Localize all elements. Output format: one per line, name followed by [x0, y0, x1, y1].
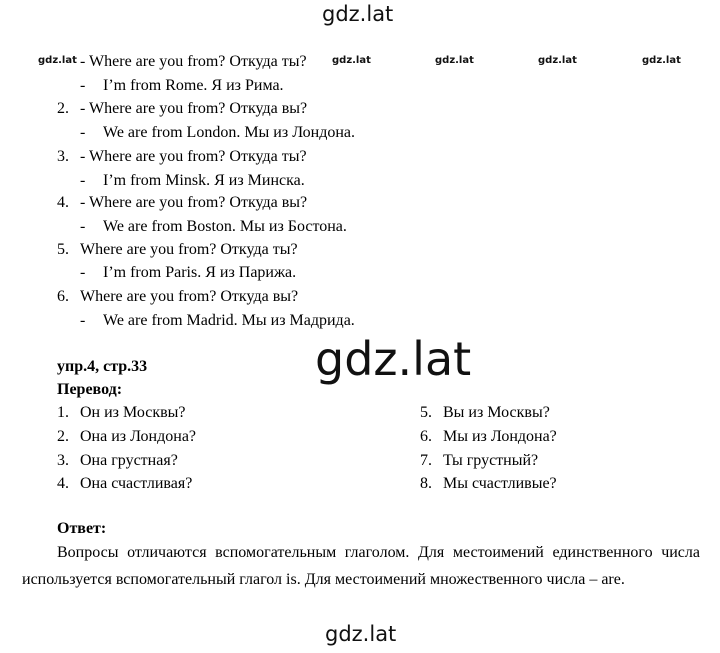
dialogue-question: - Where are you from? Откуда ты?: [80, 148, 307, 165]
translation-number: 8.: [420, 475, 432, 492]
answer-dash: -: [80, 312, 86, 329]
translation-number: 4.: [57, 475, 69, 492]
answer-dash: -: [80, 172, 86, 189]
answer-dash: -: [80, 124, 86, 141]
dialogue-number: 4.: [57, 194, 69, 211]
translation-number: 5.: [420, 404, 432, 421]
watermark-small: gdz.lat: [332, 55, 371, 66]
watermark-top: gdz.lat: [322, 2, 394, 26]
dialogue-question: - Where are you from? Откуда вы?: [80, 100, 308, 117]
translation-item: Ты грустный?: [443, 452, 539, 469]
translation-item: Он из Москвы?: [80, 404, 186, 421]
dialogue-answer: I’m from Rome. Я из Рима.: [103, 77, 284, 94]
watermark-small: gdz.lat: [435, 55, 474, 66]
dialogue-answer: I’m from Paris. Я из Парижа.: [103, 264, 297, 281]
translation-item: Она грустная?: [80, 452, 178, 469]
translation-item: Мы из Лондона?: [443, 428, 557, 445]
translation-number: 3.: [57, 452, 69, 469]
translation-number: 6.: [420, 428, 432, 445]
translation-item: Она из Лондона?: [80, 428, 197, 445]
translation-number: 7.: [420, 452, 432, 469]
dialogue-number: 6.: [57, 288, 69, 305]
dialogue-answer: We are from Boston. Мы из Бостона.: [103, 218, 347, 235]
watermark-small: gdz.lat: [642, 55, 681, 66]
dialogue-question: - Where are you from? Откуда ты?: [80, 53, 307, 70]
translation-heading: Перевод:: [57, 381, 123, 398]
dialogue-question: Where are you from? Откуда вы?: [80, 288, 299, 305]
translation-number: 2.: [57, 428, 69, 445]
dialogue-answer: I’m from Minsk. Я из Минска.: [103, 172, 305, 189]
dialogue-number: 3.: [57, 148, 69, 165]
dialogue-number: 5.: [57, 241, 69, 258]
watermark-small: gdz.lat: [538, 55, 577, 66]
answer-dash: -: [80, 264, 86, 281]
dialogue-number: 2.: [57, 100, 69, 117]
translation-number: 1.: [57, 404, 69, 421]
translation-item: Вы из Москвы?: [443, 404, 550, 421]
answer-paragraph: Вопросы отличаются вспомогательным глаголом. Для местоимений единственного числа используется вспомогательный глагол is. Для местоимений множественного числа – are.: [22, 544, 700, 588]
watermark-big: gdz.lat: [315, 332, 472, 386]
dialogue-question: Where are you from? Откуда ты?: [80, 241, 298, 258]
translation-item: Она счастливая?: [80, 475, 193, 492]
answer-dash: -: [80, 218, 86, 235]
dialogue-question: - Where are you from? Откуда вы?: [80, 194, 308, 211]
translation-item: Мы счастливые?: [443, 475, 557, 492]
answer-heading: Ответ:: [57, 520, 107, 537]
dialogue-answer: We are from Madrid. Мы из Мадрида.: [103, 312, 355, 329]
watermark-bottom: gdz.lat: [325, 622, 397, 646]
dialogue-answer: We are from London. Мы из Лондона.: [103, 124, 356, 141]
watermark-small: gdz.lat: [38, 55, 77, 66]
answer-dash: -: [80, 77, 86, 94]
exercise-heading: упр.4, стр.33: [57, 358, 148, 375]
